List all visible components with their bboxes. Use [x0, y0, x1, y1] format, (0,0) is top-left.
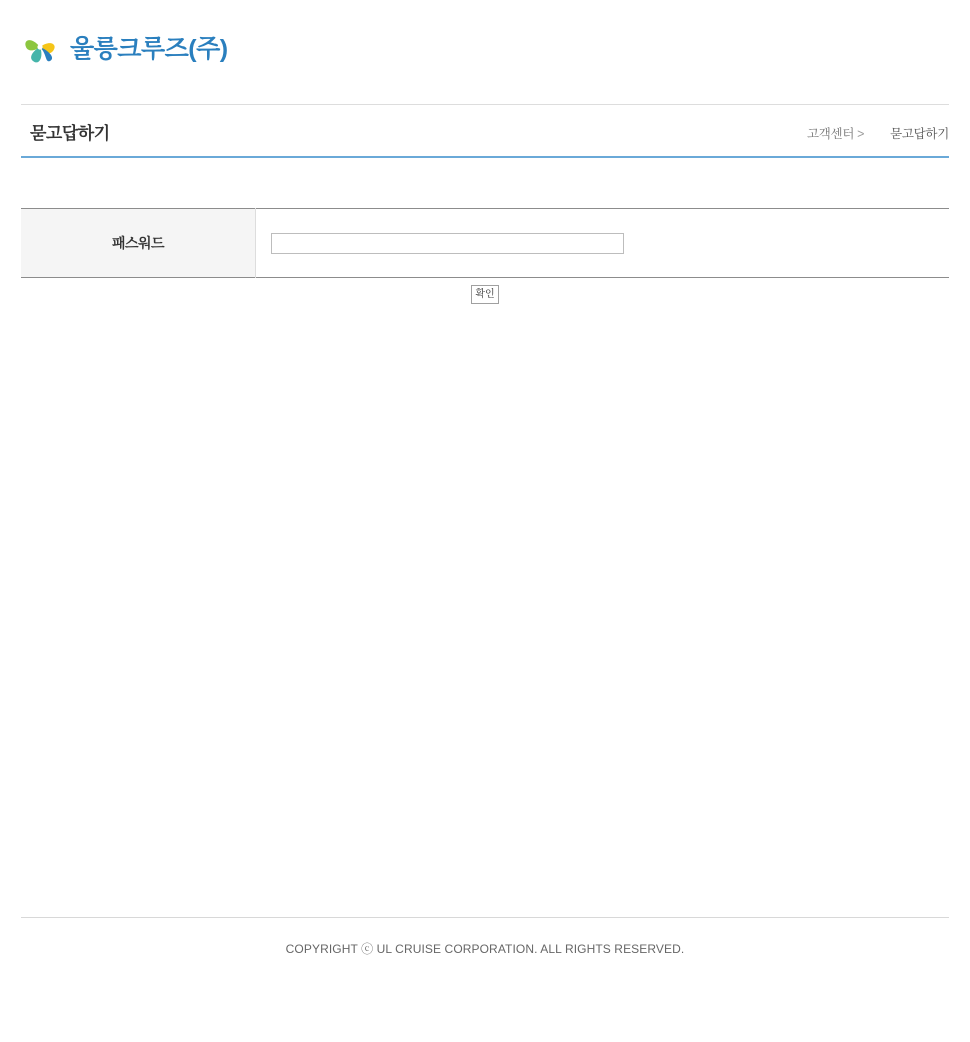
submit-row	[21, 278, 949, 304]
logo-text	[70, 34, 228, 63]
site-footer	[21, 917, 949, 957]
site-header	[0, 0, 970, 104]
flower-pinwheel-logo-icon	[21, 28, 61, 70]
password-input[interactable]	[271, 233, 624, 254]
password-label: 패스워드	[21, 209, 256, 278]
main-content	[21, 158, 949, 304]
breadcrumb-current: 묻고답하기	[890, 127, 949, 141]
site-logo-link[interactable]	[21, 28, 228, 70]
submit-button[interactable]: 확인	[471, 285, 499, 304]
table-row	[21, 209, 949, 278]
password-form-table	[21, 208, 949, 278]
password-input-cell	[256, 209, 950, 278]
breadcrumb-parent[interactable]: 고객센터	[807, 127, 855, 141]
logo-text-suffix: (주)	[188, 34, 228, 63]
page-title: 묻고답하기	[30, 124, 110, 143]
breadcrumb-separator: >	[857, 127, 865, 141]
breadcrumb	[807, 124, 949, 142]
sub-header	[21, 104, 949, 158]
logo-text-main: 울릉크루즈	[70, 34, 189, 63]
copyright-text: COPYRIGHT ⓒ UL CRUISE CORPORATION. ALL RIGHTS RESERVED.	[285, 942, 685, 956]
